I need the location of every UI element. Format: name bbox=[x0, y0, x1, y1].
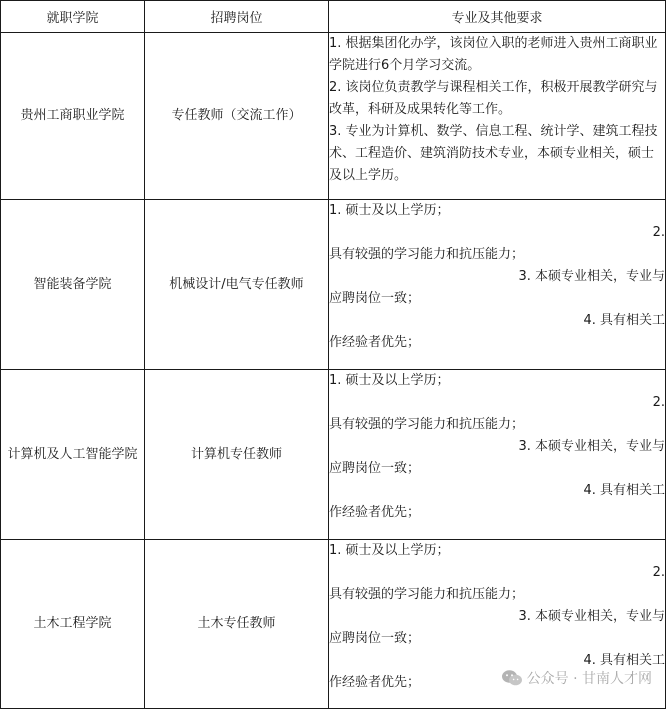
college-cell: 智能装备学院 bbox=[1, 200, 145, 370]
college-cell: 计算机及人工智能学院 bbox=[1, 370, 145, 540]
requirement-line: 应聘岗位一致； bbox=[329, 291, 421, 306]
header-college: 就职学院 bbox=[1, 1, 145, 33]
requirements-cell bbox=[329, 370, 666, 540]
requirement-line: 作经验者优先； bbox=[329, 675, 421, 690]
college-cell: 贵州工商职业学院 bbox=[1, 33, 145, 200]
requirement-line: 4. 具有相关工 bbox=[583, 483, 665, 498]
requirement-line: 2. bbox=[652, 395, 665, 410]
requirement-line: 作经验者优先； bbox=[329, 505, 421, 520]
requirement-line: 3. 本硕专业相关，专业与 bbox=[518, 609, 665, 624]
requirement-item: 2. 该岗位负责教学与课程相关工作，积极开展教学研究与改革，科研及成果转化等工作。 bbox=[329, 80, 658, 117]
requirements-cell bbox=[329, 200, 666, 370]
header-requirements: 专业及其他要求 bbox=[329, 1, 666, 33]
requirements-cell bbox=[329, 33, 666, 200]
requirement-item: 3. 专业为计算机、数学、信息工程、统计学、建筑工程技术、工程造价、建筑消防技术专业，本硕专业相关，硕士及以上学历。 bbox=[329, 124, 658, 183]
requirement-line: 3. 本硕专业相关，专业与 bbox=[518, 269, 665, 284]
requirement-line: 作经验者优先； bbox=[329, 335, 421, 350]
requirement-line: 4. 具有相关工 bbox=[583, 313, 665, 328]
position-cell: 专任教师（交流工作） bbox=[145, 33, 329, 200]
requirement-line: 应聘岗位一致； bbox=[329, 631, 421, 646]
requirement-line: 4. 具有相关工 bbox=[583, 653, 665, 668]
requirement-line: 1. 硕士及以上学历； bbox=[329, 543, 450, 558]
requirement-line: 具有较强的学习能力和抗压能力； bbox=[329, 587, 525, 602]
requirement-line: 具有较强的学习能力和抗压能力； bbox=[329, 247, 525, 262]
table-row bbox=[1, 370, 666, 540]
wechat-icon bbox=[501, 669, 523, 687]
position-cell: 机械设计/电气专任教师 bbox=[145, 200, 329, 370]
header-position: 招聘岗位 bbox=[145, 1, 329, 33]
requirement-item: 1. 根据集团化办学，该岗位入职的老师进入贵州工商职业学院进行6个月学习交流。 bbox=[329, 36, 658, 73]
requirement-line: 2. bbox=[652, 565, 665, 580]
position-cell: 计算机专任教师 bbox=[145, 370, 329, 540]
college-cell: 土木工程学院 bbox=[1, 540, 145, 709]
requirement-line: 3. 本硕专业相关，专业与 bbox=[518, 439, 665, 454]
requirement-line: 1. 硕士及以上学历； bbox=[329, 373, 450, 388]
table-row bbox=[1, 200, 666, 370]
table-header-row bbox=[1, 1, 666, 33]
requirement-line: 具有较强的学习能力和抗压能力； bbox=[329, 417, 525, 432]
requirement-line: 2. bbox=[652, 225, 665, 240]
requirement-line: 1. 硕士及以上学历； bbox=[329, 203, 450, 218]
watermark-text: 公众号 · 甘南人才网 bbox=[526, 671, 652, 687]
watermark bbox=[501, 668, 652, 688]
table-row bbox=[1, 33, 666, 200]
position-cell: 土木专任教师 bbox=[145, 540, 329, 709]
requirement-line: 应聘岗位一致； bbox=[329, 461, 421, 476]
